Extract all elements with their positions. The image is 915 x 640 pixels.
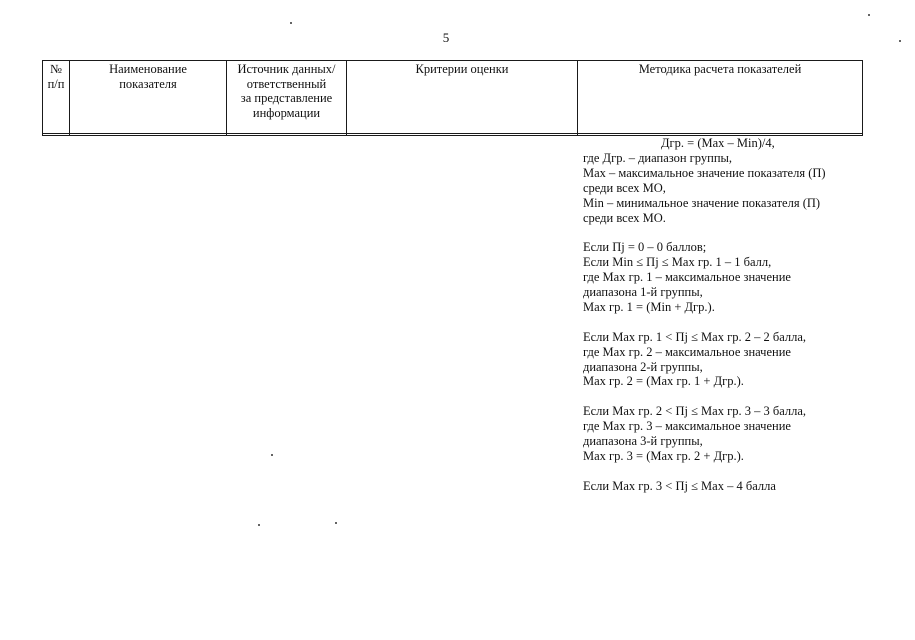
header-cell-number bbox=[43, 61, 70, 136]
scan-speck bbox=[258, 524, 260, 526]
methodology-line: Max – максимальное значение показателя (П) bbox=[583, 165, 826, 180]
header-indicator-name-label: Наименование показателя bbox=[109, 62, 187, 91]
methodology-line: Max гр. 1 = (Min + Дгр.). bbox=[583, 299, 715, 314]
methodology-line: среди всех МО. bbox=[583, 210, 666, 225]
methodology-line: Дгр. = (Max – Min)/4, bbox=[661, 136, 775, 150]
methodology-line: Если Max гр. 3 < Пj ≤ Max – 4 балла bbox=[583, 478, 776, 493]
indicator-table bbox=[42, 60, 863, 136]
header-number-label: № п/п bbox=[47, 62, 65, 91]
methodology-line: где Max гр. 2 – максимальное значение bbox=[583, 344, 791, 359]
methodology-line: Если Max гр. 1 < Пj ≤ Max гр. 2 – 2 балла, bbox=[583, 329, 807, 344]
table-header-row bbox=[43, 61, 863, 136]
scan-speck bbox=[271, 454, 273, 456]
methodology-line: Max гр. 3 = (Max гр. 2 + Дгр.). bbox=[583, 448, 744, 463]
methodology-line: Если Min ≤ Пj ≤ Max гр. 1 – 1 балл, bbox=[583, 255, 772, 270]
methodology-line: диапазона 1-й группы, bbox=[583, 285, 703, 300]
methodology-line: Если Пj = 0 – 0 баллов; bbox=[583, 240, 707, 255]
methodology-line: диапазона 2-й группы, bbox=[583, 359, 703, 374]
header-cell-data-source bbox=[227, 61, 347, 136]
methodology-line: где Max гр. 3 – максимальное значение bbox=[583, 419, 791, 434]
header-cell-indicator-name bbox=[70, 61, 227, 136]
methodology-line bbox=[583, 389, 863, 404]
scan-speck bbox=[290, 22, 292, 24]
scan-speck bbox=[868, 14, 870, 16]
methodology-line: среди всех МО, bbox=[583, 180, 666, 195]
methodology-line bbox=[583, 225, 863, 240]
header-criteria-label: Критерии оценки bbox=[415, 62, 509, 76]
methodology-line: Если Max гр. 2 < Пj ≤ Max гр. 3 – 3 балла, bbox=[583, 404, 807, 419]
table-body-divider bbox=[42, 133, 862, 134]
methodology-line: диапазона 3-й группы, bbox=[583, 434, 703, 449]
header-cell-methodology bbox=[578, 61, 863, 136]
header-methodology-label: Методика расчета показателей bbox=[638, 62, 802, 76]
methodology-line bbox=[583, 315, 863, 330]
scan-speck bbox=[335, 522, 337, 524]
methodology-line: Max гр. 2 = (Max гр. 1 + Дгр.). bbox=[583, 374, 744, 389]
header-cell-criteria bbox=[347, 61, 578, 136]
page-number: 5 bbox=[442, 30, 450, 45]
methodology-line: где Max гр. 1 – максимальное значение bbox=[583, 270, 791, 285]
header-data-source-label: Источник данных/ ответственный за представление информации bbox=[237, 62, 336, 120]
methodology-line: Min – минимальное значение показателя (П) bbox=[583, 195, 821, 210]
scan-speck bbox=[899, 40, 901, 42]
methodology-line bbox=[583, 464, 863, 479]
methodology-line: где Дгр. – диапазон группы, bbox=[583, 150, 733, 165]
methodology-text-block bbox=[583, 136, 863, 494]
